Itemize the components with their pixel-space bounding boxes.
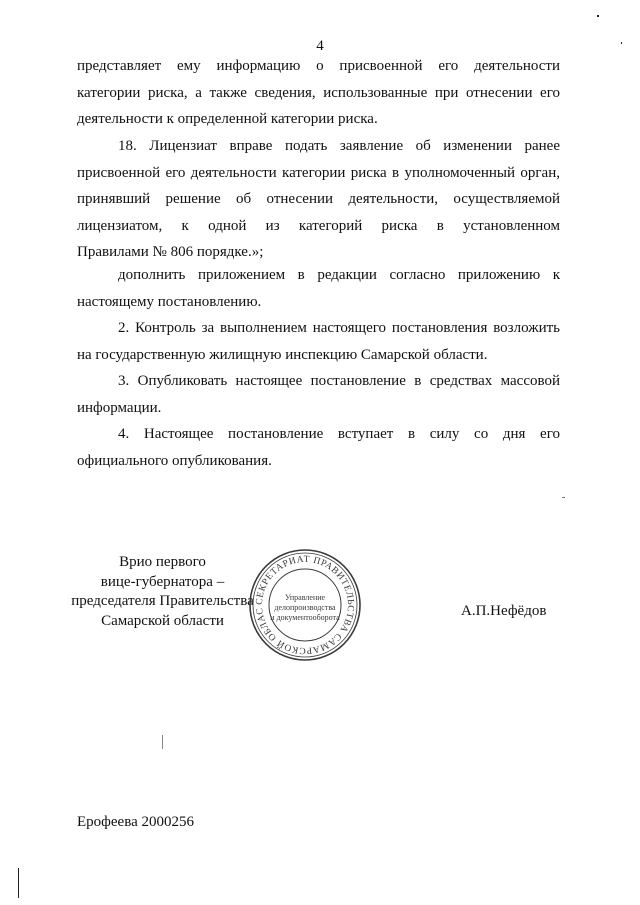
text-line: 4. Настоящее постановление вступает в силу со дня его	[118, 426, 560, 442]
text-line: дополнить приложением в редакции согласно приложению к	[118, 267, 560, 283]
text-line: лицензиатом, к одной из категорий риска в установленном	[77, 217, 560, 234]
scan-mark	[18, 868, 19, 898]
signatory-title	[70, 553, 255, 631]
paragraph-18	[77, 133, 560, 266]
text-line: представляет ему информацию о присвоенной его деятельности	[77, 58, 560, 74]
text-line: 3. Опубликовать настоящее постановление в средствах массовой	[118, 373, 560, 389]
signatory-name: А.П.Нефёдов	[461, 603, 547, 619]
text-line: категории риска, а также сведения, использованные при отнесении его	[77, 84, 560, 101]
paragraph-4	[77, 421, 560, 474]
text-line: официального опубликования.	[77, 452, 272, 469]
paragraph-appendix	[77, 262, 560, 315]
executor-info: Ерофеева 2000256	[77, 814, 194, 830]
text-line: 2. Контроль за выполнением настоящего постановления возложить	[118, 320, 560, 336]
signatory-title-line: вице-губернатора –	[100, 573, 225, 590]
scan-mark	[562, 497, 565, 498]
text-line: деятельности к определенной категории риска.	[77, 111, 378, 127]
page-number: 4	[316, 38, 324, 54]
scan-mark	[597, 15, 599, 17]
signatory-title-line: Самарской области	[101, 612, 224, 629]
paragraph-3	[77, 368, 560, 421]
text-line: информации.	[77, 399, 162, 416]
stamp-center-line: делопроизводства	[274, 603, 336, 612]
signatory-title-line: председателя Правительства	[71, 593, 254, 609]
stamp-seal-icon	[248, 548, 362, 662]
text-line: принявший решение об отнесении деятельности, осуществляемой	[77, 191, 560, 207]
stamp-ring-text: СЕКРЕТАРИАТ ПРАВИТЕЛЬСТВА САМАРСКОЙ ОБЛАС	[254, 554, 356, 656]
scan-mark	[162, 735, 163, 749]
stamp-center-line: Управление	[284, 593, 326, 602]
scan-mark	[621, 42, 622, 44]
document-body	[77, 53, 560, 133]
stamp-center-line: и документооборота	[270, 613, 340, 622]
official-stamp	[248, 548, 362, 662]
text-line: настоящему постановлению.	[77, 293, 262, 310]
paragraph-continuation	[77, 53, 560, 133]
paragraph-2	[77, 315, 560, 368]
signatory-title-line: Врио первого	[119, 554, 206, 570]
text-line: на государственную жилищную инспекцию Самарской области.	[77, 346, 488, 363]
text-line: Правилами № 806 порядке.»;	[77, 244, 264, 260]
text-line: присвоенной его деятельности категории риска в уполномоченный орган,	[77, 164, 560, 181]
text-line: 18. Лицензиат вправе подать заявление об изменении ранее	[118, 138, 560, 154]
